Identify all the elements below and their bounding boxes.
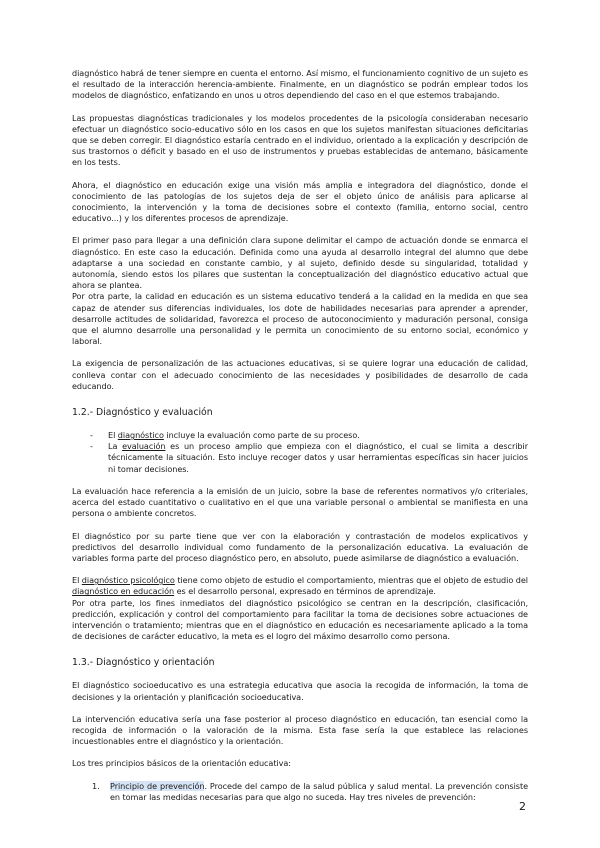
bullet-list	[72, 430, 528, 475]
list-item-text: La evaluación es un proceso amplio que empieza con el diagnóstico, el cual se limita a describir técnicamente la situación. Esto incluye recoger datos y usar herramientas específicas sin hacer juicios ni tomar decisiones.	[108, 441, 528, 474]
paragraph: Por otra parte, la calidad en educación es un sistema educativo tenderá a la calidad en la medida en que sea capaz de atender sus diferencias individuales, los dote de habilidades necesarias para aprender a aprender, desarrolle actitudes de solidaridad, favorezca el proceso de autoconocimiento y maduración personal, consiga que el alumno desarrolle una personalidad y le permita un conocimiento de su entorno social, económico y laboral.	[72, 291, 528, 347]
page-number: 2	[519, 800, 526, 813]
paragraph: El primer paso para llegar a una definición clara supone delimitar el campo de actuación donde se enmarca el diagnóstico. En este caso la educación. Definida como una ayuda al desarrollo integral del alumno que debe adaptarse a una sociedad en constante cambio, y al sujeto, definido desde su singularidad, totalidad y autonomía, siendo estos los pilares que sustentan la conceptualización del diagnóstico educativo actual que ahora se plantea.	[72, 235, 528, 291]
paragraph: La evaluación hace referencia a la emisión de un juicio, sobre la base de referentes normativos y/o criteriales, acerca del estado cuantitativo o cualitativo en el que una variable personal o ambiental se manifiesta en una persona o ambiente concretos.	[72, 485, 528, 519]
list-item	[72, 430, 528, 441]
paragraph: La exigencia de personalización de las actuaciones educativas, si se quiere lograr una educación de calidad, conlleva contar con el adecuado conocimiento de las necesidades y posibilidades de desarrollo de cada educando.	[72, 358, 528, 391]
section-heading-diagnostico-evaluacion: 1.2.- Diagnóstico y evaluación	[72, 407, 213, 419]
paragraph: La intervención educativa sería una fase posterior al proceso diagnóstico en educación, tan esencial como la recogida de información o la valoración de la misma. Esta fase sería la que establece las relaciones incuestionables entre el diagnóstico y la orientación.	[72, 713, 528, 747]
highlighted-term[interactable]: Principio de prevención	[110, 780, 205, 791]
underlined-term: evaluación	[122, 441, 166, 452]
underlined-term: diagnóstico	[117, 430, 164, 441]
document-page	[72, 68, 528, 803]
paragraph: El diagnóstico por su parte tiene que ver con la elaboración y contrastación de modelos explicativos y predictivos del desarrollo individual como fundamento de la personalización educativa. La evaluación de variables forma parte del proceso diagnóstico pero, en absoluto, puede asimilarse de diagnóstico a evaluación.	[72, 530, 528, 563]
paragraph: Ahora, el diagnóstico en educación exige una visión más amplia e integradora del diagnóstico, donde el conocimiento de las patologías de los sujetos deja de ser el objeto único de análisis para aplicarse al conocimiento, la intervención y la toma de decisiones sobre el contexto (familia, entorno social, centro educativo...) y los diferentes procesos de aprendizaje.	[72, 179, 528, 224]
paragraph: Por otra parte, los fines inmediatos del diagnóstico psicológico se centran en la descripción, clasificación, predicción, explicación y control del comportamiento para facilitar la toma de decisiones sobre actuaciones de intervención o tratamiento; mientras que en el diagnóstico en educación es necesariamente aplicado a la toma de decisiones de carácter educativo, la meta es el logro del máximo desarrollo como persona.	[72, 597, 528, 642]
paragraph: Las propuestas diagnósticas tradicionales y los modelos procedentes de la psicología consideraban necesario efectuar un diagnóstico socio-educativo sólo en los casos en que los sujetos manifestan situaciones deficitarias que se deben corregir. El diagnóstico estaría centrado en el individuo, orientado a la explicación y descripción de sus trastornos o déficit y basado en el uso de instrumentos y pruebas establecidas de antemano, básicamente en los tests.	[72, 112, 528, 168]
paragraph: El diagnóstico socioeducativo es una estrategia educativa que asocia la recogida de información, la toma de decisiones y la orientación y planificación socioeducativa.	[72, 680, 528, 702]
paragraph: diagnóstico habrá de tener siempre en cuenta el entorno. Así mismo, el funcionamiento cognitivo de un sujeto es el resultado de la interacción herencia-ambiente. Finalmente, en un diagnóstico se podrán emplear todos los modelos de diagnóstico, enfatizando en unos u otros dependiendo del caso en el que estemos trabajando.	[72, 68, 528, 101]
section-heading-diagnostico-orientacion: 1.3.- Diagnóstico y orientación	[72, 657, 215, 669]
paragraph: El diagnóstico psicológico tiene como objeto de estudio el comportamiento, mientras que el objeto de estudio del diagnóstico en educación es el desarrollo personal, expresado en términos de aprendizaje.	[72, 575, 528, 597]
numbered-list-item	[92, 781, 528, 803]
bullet-dash: -	[90, 441, 93, 452]
paragraph: Los tres principios básicos de la orientación educativa:	[72, 758, 291, 769]
underlined-term: diagnóstico psicológico	[81, 575, 175, 586]
list-number: 1.	[92, 780, 100, 791]
underlined-term: diagnóstico en educación	[72, 586, 175, 597]
list-item	[72, 441, 528, 475]
list-item-text: Principio de prevención. Procede del campo de la salud pública y salud mental. La prevención consiste en tomar las medidas necesarias para que algo no suceda. Hay tres niveles de prevención:	[110, 780, 528, 802]
bullet-dash: -	[90, 430, 93, 441]
list-item-text: El diagnóstico incluye la evaluación como parte de su proceso.	[108, 430, 360, 441]
